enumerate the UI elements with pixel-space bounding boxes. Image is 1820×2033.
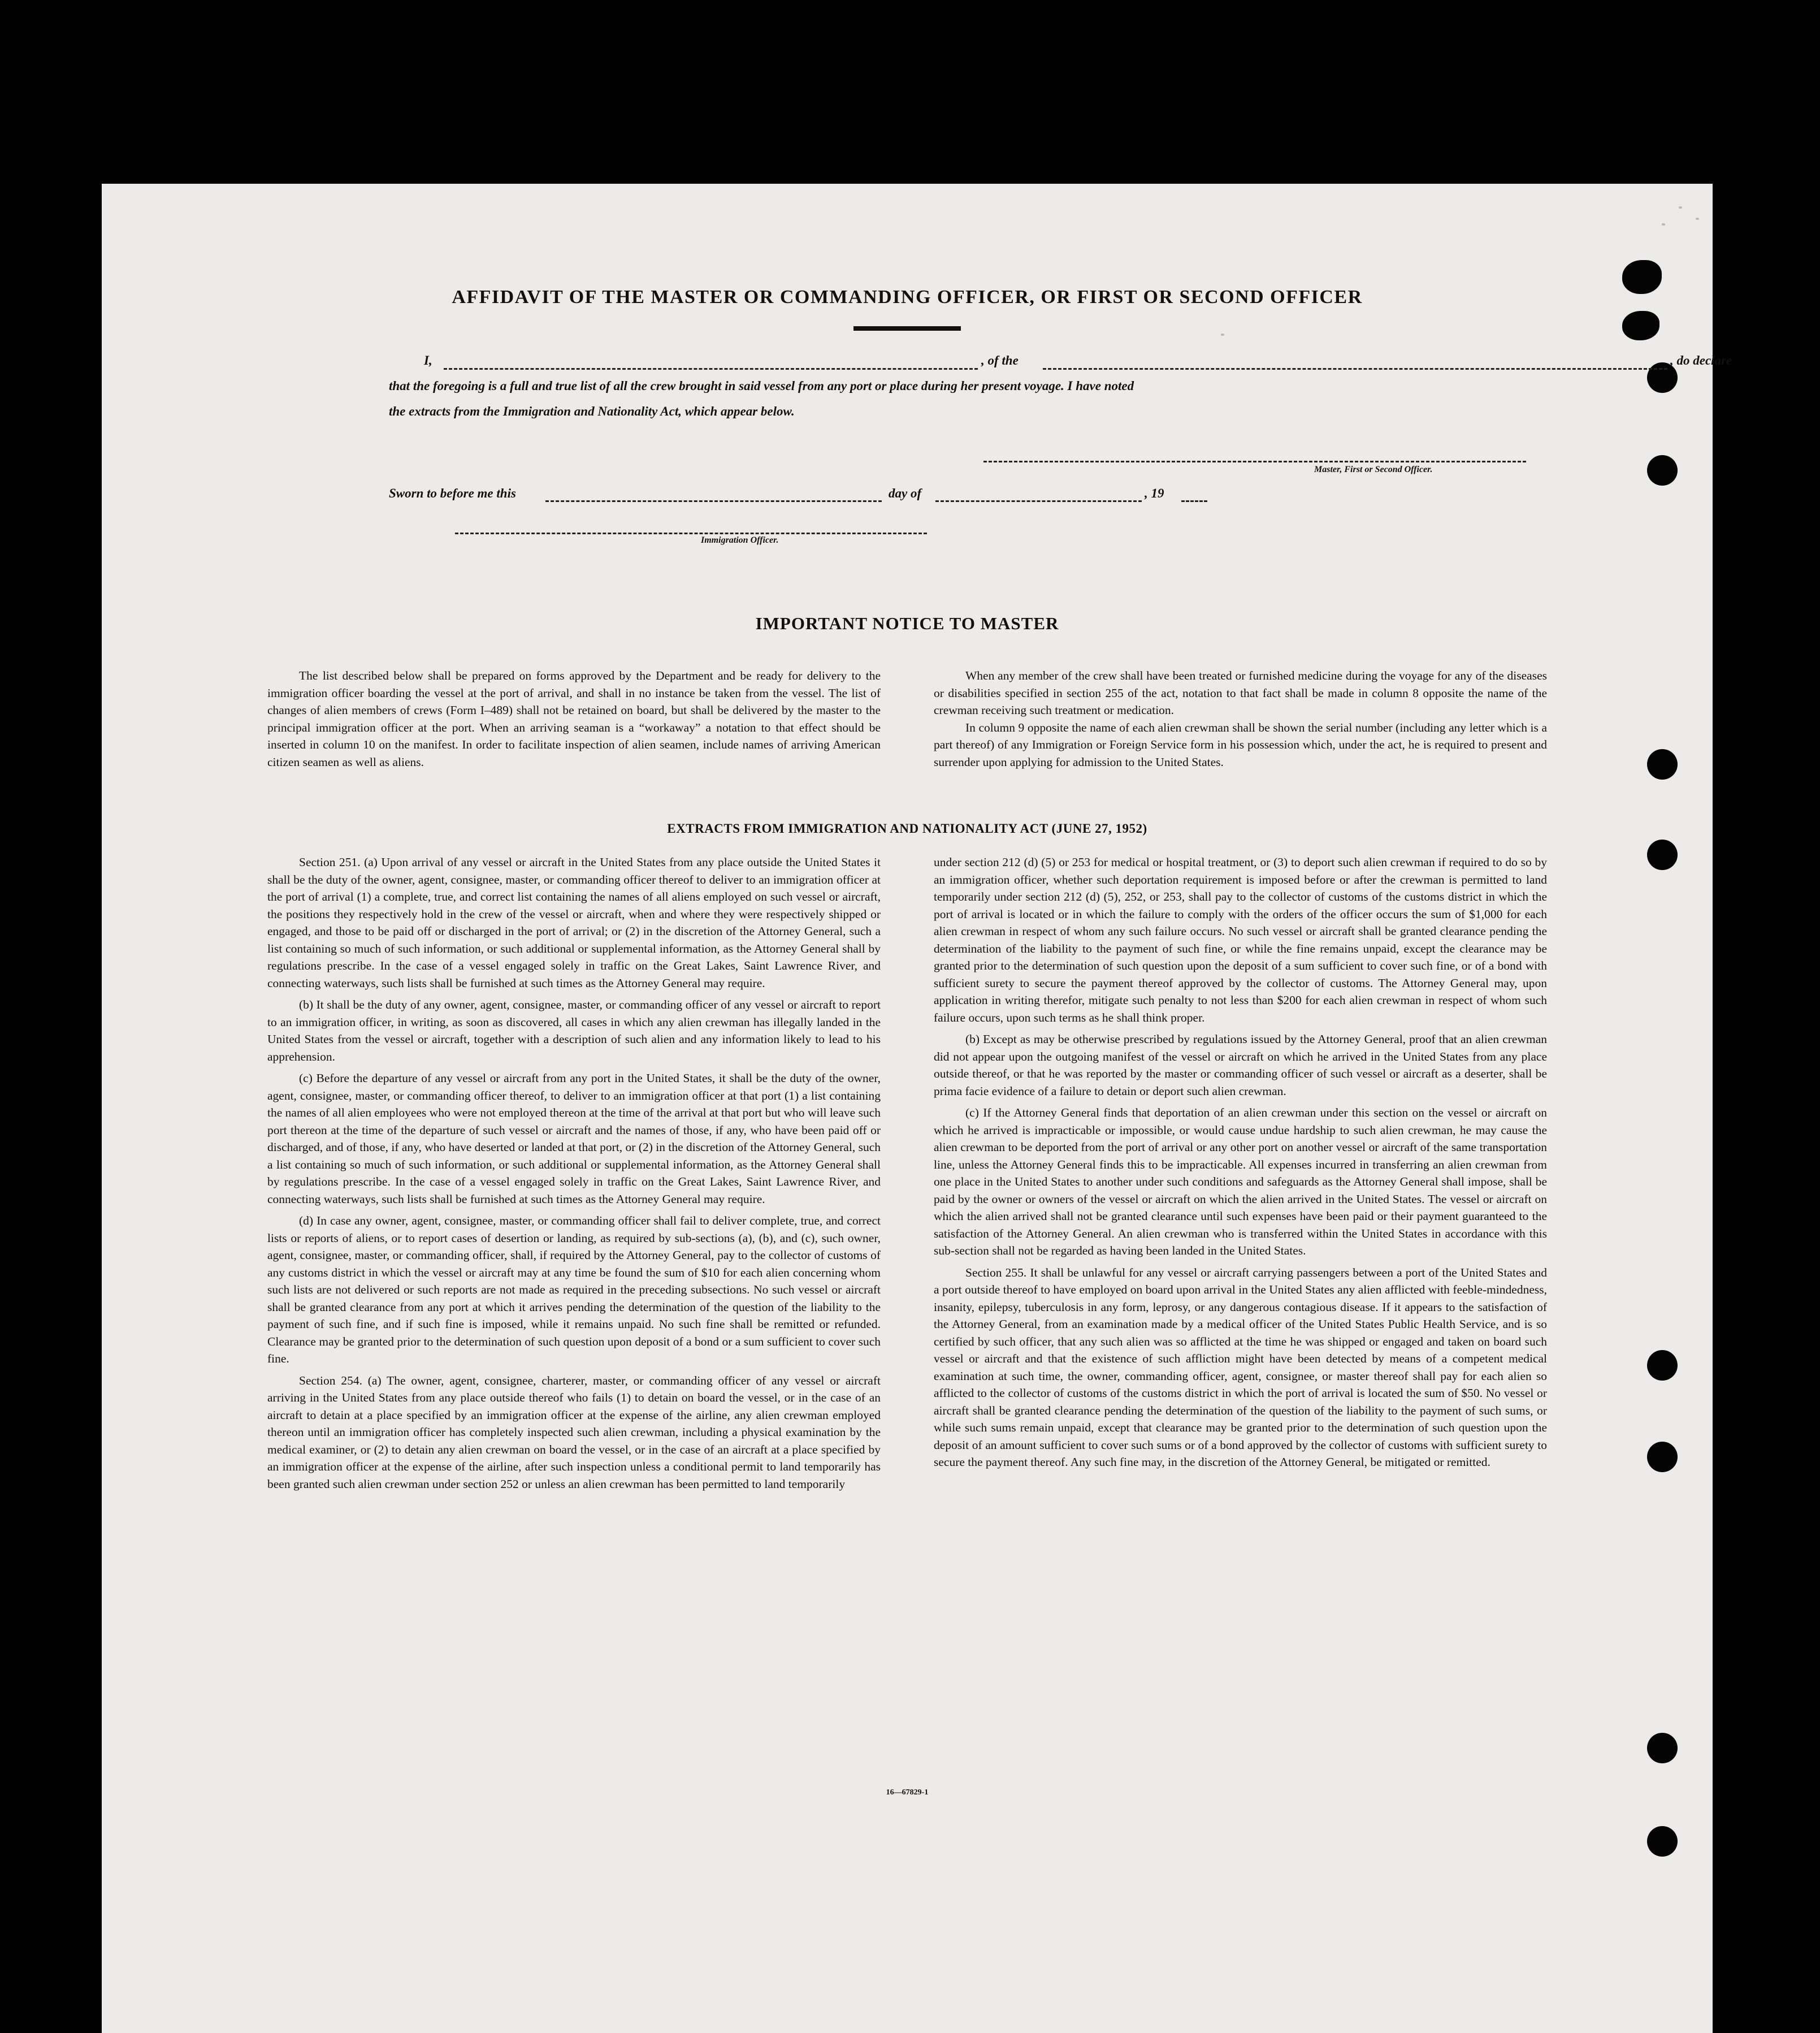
sworn-month-blank (935, 500, 1142, 502)
act-paragraph: Section 255. It shall be unlawful for any vessel or aircraft carrying passengers between a port of the United States and a port outside thereof to have employed on board upon arrival in the United States any alien afflicted with feeble-mindedness, insanity, epilepsy, tuberculosis in any form, leprosy, or any dangerous contagious disease. If it appears to the satisfaction of the Attorney General, from an examination made by a medical officer of the United States Public Health Service, and is so certified by such officer, that any such alien was so afflicted at the time he was shipped or engaged and taken on board such vessel or aircraft and that the existence of such affliction might have been detected by means of a competent medical examination at such time, the owner, commanding officer, agent, consignee, or master thereof shall pay for each alien so afflicted to the collector of customs of the customs district in which the port of arrival is located the sum of $50. No vessel or aircraft shall be granted clearance pending the determination of the question of the liability to the payment of such sums, or while such sums remain unpaid, except that clearance may be granted prior to the determination of such question upon the deposit of an amount sufficient to cover such sums or of a bond approved by the collector of customs with sufficient surety to secure the payment thereof. Any such fine may, in the discretion of the Attorney General, be mitigated or remitted. (934, 1265, 1547, 1469)
act-paragraph: (c) If the Attorney General finds that deportation of an alien crewman under this section on the vessel or aircraft on which he arrived is impracticable or impossible, or would cause undue hardship to such alien crewman, he may cause the alien crewman to be deported from the port of arrival or any other port on another vessel or aircraft of the same transportation line, unless the Attorney General finds this to be impracticable. All expenses incurred in transferring an alien crewman from one place in the United States to another under such conditions and safeguards as the Attorney General shall impose, shall be paid by the owner or owners of the vessel or aircraft on which the alien arrived in the United States. The vessel or aircraft on which the alien arrived shall not be granted clearance until such expenses have been paid or their payment guaranteed to the satisfaction of the Attorney General. An alien crewman who is transferred within the United States in accordance with this sub-section shall not be regarded as having been landed in the United States. (934, 1106, 1547, 1257)
document-page (102, 184, 1732, 2033)
paper-speck (1221, 334, 1224, 336)
paper-speck (1662, 223, 1665, 226)
day-of-label: day of (889, 486, 922, 500)
affidavit-i-label: I, (424, 353, 432, 367)
notice-title: IMPORTANT NOTICE TO MASTER (755, 613, 1059, 633)
punch-hole (1647, 1826, 1678, 1857)
notice-paragraph: The list described below shall be prepared on forms approved by the Department and be ready for delivery to the immigration officer boarding the vessel at the port of arrival, and shall in no instance be taken from the vessel. The list of changes of alien members of crews (Form I–489) shall not be retained on board, but shall be delivered by the master to the principal immigration officer at the port. When an arriving seaman is a “workaway” a notation to that effect should be inserted in column 10 on the manifest. In order to facilitate inspection of alien seamen, include names of arriving American citizen seamen as well as aliens. (267, 669, 881, 769)
punch-notch-second (1622, 311, 1659, 340)
master-signature-caption: Master, First or Second Officer. (1314, 465, 1433, 474)
punch-hole (1647, 749, 1678, 780)
punch-hole (1647, 840, 1678, 870)
master-signature-line (983, 461, 1526, 462)
title-underline (853, 326, 961, 331)
officer-signature-line (455, 533, 927, 534)
punch-hole (1647, 455, 1678, 486)
act-paragraph: Section 251. (a) Upon arrival of any vessel or aircraft in the United States from any place outside the United States it shall be the duty of the owner, agent, consignee, master, or commanding officer thereof to deliver to an immigration officer at the port of arrival (1) a complete, true, and correct list containing the names of all aliens employed on such vessel or aircraft, the positions they respectively hold in the crew of the vessel or aircraft, when and where they were respectively shipped or engaged, and those to be paid off or discharged in the port of arrival; or (2) in the discretion of the Attorney General, such a list containing so much of such information, or such additional or supplemental information, as the Attorney General shall by regulations prescribe. In the case of a vessel engaged solely in traffic on the Great Lakes, Saint Lawrence River, and connecting waterways, such lists shall be furnished at such times as the Attorney General may require. (267, 855, 881, 990)
punch-hole (1647, 1442, 1678, 1472)
year-label: , 19 (1145, 486, 1164, 500)
punch-hole (1647, 1733, 1678, 1763)
act-paragraph: (b) Except as may be otherwise prescribed by regulations issued by the Attorney General, proof that an alien crewman did not appear upon the outgoing manifest of the vessel or aircraft on which he arrived in the United States from any place outside thereof, or that he was reported by the master or commanding officer of such vessel or aircraft as a deserter, shall be prima facie evidence of a failure to detain or deport such alien crewman. (934, 1032, 1547, 1098)
year-blank (1181, 500, 1207, 502)
officer-signature-caption: Immigration Officer. (701, 535, 779, 545)
notice-paragraph: When any member of the crew shall have been treated or furnished medicine during the voyage for any of the diseases or disabilities specified in section 255 of the act, notation to that fact shall be made in column 8 opposite the name of the crewman receiving such treatment or medication. (934, 669, 1547, 717)
extracts-left-column (267, 854, 881, 1497)
affidavit-statement-line-1: that the foregoing is a full and true list of all the crew brought in said vessel from any port or place during her present voyage. I have noted (389, 379, 1134, 393)
act-paragraph: (d) In case any owner, agent, consignee, master, or commanding officer shall fail to deliver complete, true, and correct lists or reports of aliens, or to report cases of desertion or landing, as required by sub-sections (a), (b), and (c), such owner, agent, consignee, master, or commanding officer, shall, if required by the Attorney General, pay to the collector of customs of any customs district in which the vessel or aircraft may at any time be found the sum of $10 for each alien concerning whom such lists are not delivered or such reports are not made as required in the preceding subsections. No such vessel or aircraft shall be granted clearance from any port at which it arrives pending the determination of the question of the liability to the payment of such fine, and if such fine is imposed, while it remains unpaid. No such fine shall be remitted or refunded. Clearance may be granted prior to the determination of such question upon deposit of a bond or a sum sufficient to cover such fine. (267, 1214, 881, 1365)
act-paragraph: Section 254. (a) The owner, agent, consignee, charterer, master, or commanding officer of any vessel or aircraft arriving in the United States from any place outside thereof who fails (1) to detain on board the vessel, or in the case of an aircraft to detain at a place specified by an immigration officer at the expense of the airline, any alien crewman employed thereon until an immigration officer has completely inspected such alien crewman, including a physical examination by the medical examiner, or (2) to detain any alien crewman on board the vessel, or in the case of an aircraft at a place specified by an immigration officer at the expense of the airline, after such inspection unless a conditional permit to land temporarily has been granted such alien crewman under section 252 or unless an alien crewman has been permitted to land temporarily (267, 1373, 881, 1491)
notice-paragraph: In column 9 opposite the name of each alien crewman shall be shown the serial number (including any letter which is a part thereof) of any Immigration or Foreign Service form in his possession which, under the act, he is required to present and surrender upon applying for admission to the United States. (934, 720, 1547, 769)
sworn-label: Sworn to before me this (389, 486, 516, 500)
act-paragraph: (b) It shall be the duty of any owner, agent, consignee, master, or commanding officer of any vessel or aircraft to report to an immigration officer, in writing, as soon as discovered, all cases in which any alien crewman has illegally landed in the United States from the vessel or aircraft, together with a description of such alien and any information likely to lead to his apprehension. (267, 998, 881, 1063)
form-number: 16—67829-1 (886, 1788, 929, 1797)
vessel-blank (1043, 368, 1667, 370)
extracts-title: EXTRACTS FROM IMMIGRATION AND NATIONALITY ACT (JUNE 27, 1952) (667, 821, 1147, 836)
affidavit-title: AFFIDAVIT OF THE MASTER OR COMMANDING OFFICER, OR FIRST OR SECOND OFFICER (452, 287, 1363, 308)
act-paragraph: (c) Before the departure of any vessel or aircraft from any port in the United States, it shall be the duty of the owner, agent, consignee, master, or commanding officer thereof, to deliver to an immigration officer at that port (1) a list containing the names of all alien employees who were not employed thereon at the time of the arrival at that port but who will leave such port thereon at the time of the departure of such vessel or aircraft and the names of those, if any, who have been paid off or discharged, and of those, if any, who have deserted or landed at that port, or (2) in the discretion of the Attorney General, such a list containing so much of such information, or such additional or supplemental information, as the Attorney General shall by regulations prescribe. In the case of a vessel engaged solely in traffic on the Great Lakes, Saint Lawrence River, and connecting waterways, such lists shall be furnished at such times as the Attorney General may require. (267, 1071, 881, 1206)
paper-speck (1696, 218, 1699, 220)
notice-right-column (934, 667, 1547, 771)
affidavit-declare-label: , do declare (1670, 353, 1732, 367)
paper-speck (1679, 206, 1682, 209)
notice-left-column (267, 667, 881, 771)
name-blank (444, 368, 978, 370)
act-paragraph-continued: under section 212 (d) (5) or 253 for medical or hospital treatment, or (3) to deport such alien crewman if required to do so by an immigration officer, whether such deportation requirement is imposed before or after the crewman is permitted to land temporarily under section 212 (d) (5), 252, or 253, shall pay to the collector of customs of the customs district in which the port of arrival is located or in which the failure to comply with the orders of the officer occurs the sum of $1,000 for each alien crewman in respect of whom any such failure occurs. No such vessel or aircraft shall be granted clearance pending the determination of the liability to the payment of such fine, or while the fine remains unpaid, except the clearance may be granted prior to the determination of such question upon the deposit of a sum sufficient to cover such fine, or of a bond with sufficient surety to secure the payment thereof approved by the collector of customs. The Attorney General may, upon application in writing therefor, mitigate such penalty to not less than $200 for each alien crewman in respect of whom such failure occurs, upon such terms as he shall think proper. (934, 855, 1547, 1024)
sworn-day-blank (545, 500, 882, 502)
extracts-right-column (934, 854, 1547, 1476)
punch-hole (1647, 1350, 1678, 1381)
affidavit-of-the-label: , of the (981, 353, 1019, 367)
affidavit-statement-line-2: the extracts from the Immigration and Nationality Act, which appear below. (389, 404, 795, 418)
